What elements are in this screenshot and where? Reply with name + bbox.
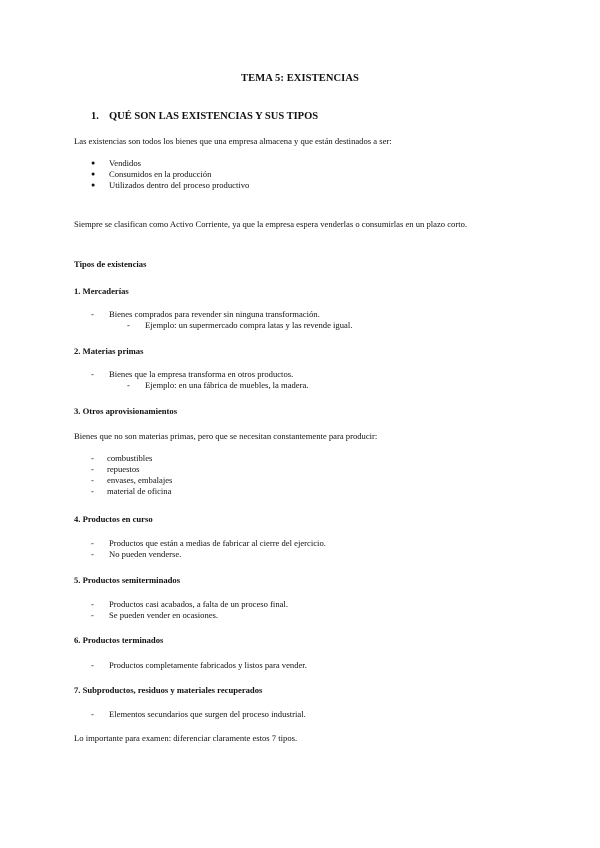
tipo-2-heading: 2. Materias primas — [74, 346, 144, 356]
tipo-1-heading: 1. Mercaderías — [74, 286, 129, 296]
tipos-heading: Tipos de existencias — [74, 259, 147, 269]
tipo-4-heading: 4. Productos en curso — [74, 514, 153, 524]
bullet-icon: ● — [91, 170, 96, 178]
dash-icon: - — [91, 599, 94, 609]
dash-icon: - — [91, 709, 94, 719]
tipo-3-heading: 3. Otros aprovisionamientos — [74, 406, 178, 416]
dash-icon: - — [91, 538, 94, 548]
tipo-7-heading: 7. Subproductos, residuos y materiales recuperados — [74, 685, 263, 695]
dash-icon: - — [91, 660, 94, 670]
dash-icon: - — [91, 610, 94, 620]
dash-icon: - — [91, 369, 94, 379]
section-heading — [91, 111, 318, 122]
dash-icon: - — [91, 486, 94, 496]
document-title: TEMA 5: EXISTENCIAS — [240, 73, 359, 84]
section-title: QUÉ SON LAS EXISTENCIAS Y SUS TIPOS — [109, 111, 319, 122]
dash-icon: - — [127, 320, 130, 330]
dash-icon: - — [91, 309, 94, 319]
document-page: TEMA 5: EXISTENCIAS 1. QUÉ SON LAS EXISTENCIAS Y SUS TIPOS Las existencias son todos los bienes que una empresa almacena y que están destinados a ser: ● Vendidos ● Consumidos en la producción ● Utilizados dentro del proceso productivo Siempre se clasifican como Activo Corriente, ya que la empresa espera venderlas o consumirlas en un plazo corto. Tipos de existencias 1. Mercaderías - Bienes comprados para revender sin ninguna transformación. - Ejemplo: un supermercado compra latas y las revende igual. 2. Materias primas - Bienes que la empresa transforma en otros productos. - Ejemplo: en una fábrica de muebles, la madera. 3. Otros aprovisionamientos Bienes que no son materias primas, pero que se necesitan constantemente para producir: - combustibles - repuestos - envases, embalajes - material de oficina 4. Productos en curso - Productos que están a medias de fabricar al cierre del ejercicio. - No pueden venderse. 5. Productos semiterminados - Productos casi acabados, a falta de un proceso final. - Se pueden vender en ocasiones. 6. Productos terminados - Productos completamente fabricados y listos para vender. 7. Subproductos, residuos y materiales recuperados - Elementos secundarios que surgen del proceso industrial. Lo importante para examen: diferenciar claramente estos 7 tipos. — [0, 0, 600, 848]
dash-icon: - — [127, 380, 130, 390]
dash-icon: - — [91, 549, 94, 559]
bullet-icon: ● — [91, 159, 96, 167]
tipo-5-heading: 5. Productos semiterminados — [74, 575, 181, 585]
dash-icon: - — [91, 475, 94, 485]
dash-icon: - — [91, 464, 94, 474]
nota-paragraph: Lo importante para examen: diferenciar claramente estos 7 tipos. — [74, 733, 298, 743]
tipo-3-description: Bienes que no son materias primas, pero que se necesitan constantemente para producir: — [74, 431, 378, 441]
intro-paragraph: Las existencias son todos los bienes que una empresa almacena y que están destinados a ser: — [74, 136, 392, 146]
tipo-6-heading: 6. Productos terminados — [74, 635, 164, 645]
dash-icon: - — [91, 453, 94, 463]
bullet-icon: ● — [91, 181, 96, 189]
clasificacion-paragraph: Siempre se clasifican como Activo Corriente, ya que la empresa espera venderlas o consumirlas en un plazo corto. — [74, 219, 468, 229]
section-number: 1. — [91, 111, 99, 122]
